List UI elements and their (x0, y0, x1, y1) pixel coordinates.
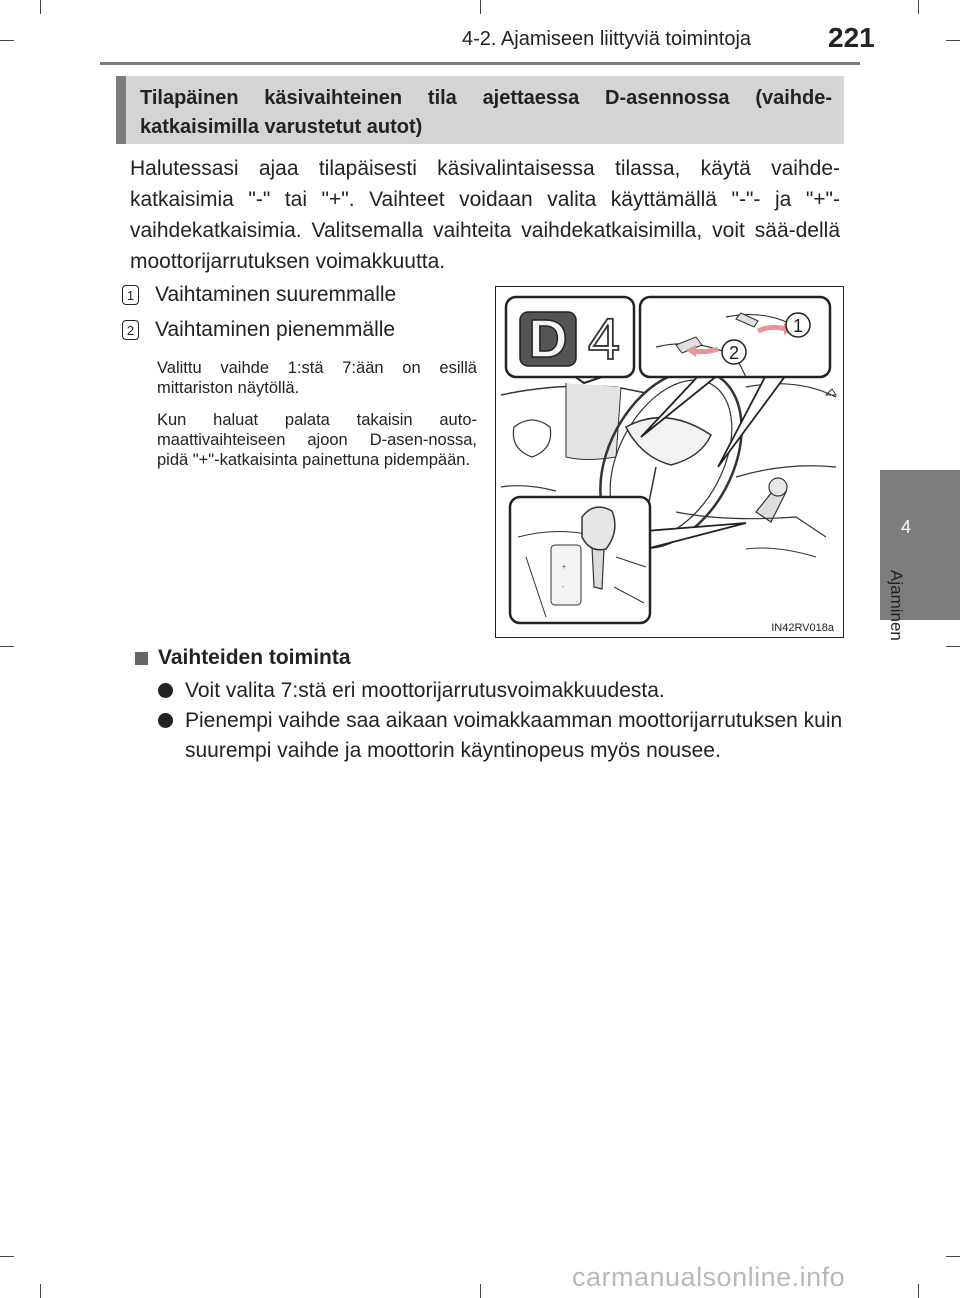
crop-mark (946, 40, 960, 41)
list-item (158, 676, 848, 706)
side-tab-label: Ajaminen (887, 570, 906, 641)
crop-mark (918, 1284, 919, 1298)
svg-text:+: + (562, 564, 567, 571)
crop-mark (0, 1256, 14, 1257)
section-title-box (116, 76, 844, 144)
illustration-figure (495, 286, 844, 638)
crop-mark (946, 646, 960, 647)
bullet-dot-icon (158, 713, 173, 728)
item-label: Vaihtaminen suuremmalle (155, 283, 397, 306)
square-bullet-icon (135, 652, 148, 665)
item-label: Vaihtaminen pienemmälle (155, 318, 396, 341)
crop-mark (0, 646, 14, 647)
callout-1-label: 1 (792, 316, 804, 336)
watermark: carmanualsonline.info (572, 1262, 846, 1292)
crop-mark (480, 1284, 481, 1298)
crop-mark (40, 0, 41, 14)
svg-text:-: - (562, 584, 565, 591)
display-gear-number: 4 (587, 307, 621, 372)
crop-mark (480, 0, 481, 14)
header-rule (100, 62, 860, 65)
figure-code: IN42RV018a (771, 622, 834, 634)
display-gear-letter: D (528, 309, 568, 369)
number-badge: 2 (122, 320, 139, 340)
page-number: 221 (828, 22, 875, 53)
note-text: Valittu vaihde 1:stä 7:ään on esillä mittariston näytöllä. (157, 359, 477, 397)
subsection-heading (135, 646, 351, 670)
list-item (122, 283, 396, 307)
list-item (158, 706, 848, 766)
list-item (122, 318, 395, 342)
note-text: Kun haluat palata takaisin auto-maattivaihteiseen ajoon D-asen-nossa, pidä "+"-katkaisinta painettuna pidempään. (157, 411, 477, 469)
number-badge: 1 (122, 285, 139, 305)
side-tab-number: 4 (900, 517, 911, 537)
bullet-dot-icon (158, 683, 173, 698)
steering-wheel-illustration (496, 287, 842, 636)
crop-mark (918, 0, 919, 14)
intro-paragraph: Halutessasi ajaa tilapäisesti käsivalintaisessa tilassa, käytä vaihde-katkaisimia "-" tai "+". Vaihteet voidaan valita käyttämällä "-"- ja "+"-vaihdekatkaisimia. Valitsemalla vaihteita vaihdekatkaisimilla, voit sää-dellä moottorijarrutuksen voimakkuutta. (130, 157, 840, 273)
bullet-text: Voit valita 7:stä eri moottorijarrutusvoimakkuudesta. (185, 679, 665, 702)
chapter-title: 4-2. Ajamiseen liittyviä toimintoja (462, 28, 752, 50)
subsection-title: Vaihteiden toiminta (158, 646, 351, 669)
crop-mark (40, 1284, 41, 1298)
section-title: Tilapäinen käsivaihteinen tila ajettaessa D-asennossa (vaihde-katkaisimilla varustetut autot) (140, 87, 832, 138)
crop-mark (946, 1256, 960, 1257)
bullet-text: Pienempi vaihde saa aikaan voimakkaamman moottorijarrutuksen kuin suurempi vaihde ja moottorin käyntinopeus myös nousee. (185, 709, 843, 762)
callout-2-label: 2 (728, 343, 740, 363)
crop-mark (0, 40, 14, 41)
